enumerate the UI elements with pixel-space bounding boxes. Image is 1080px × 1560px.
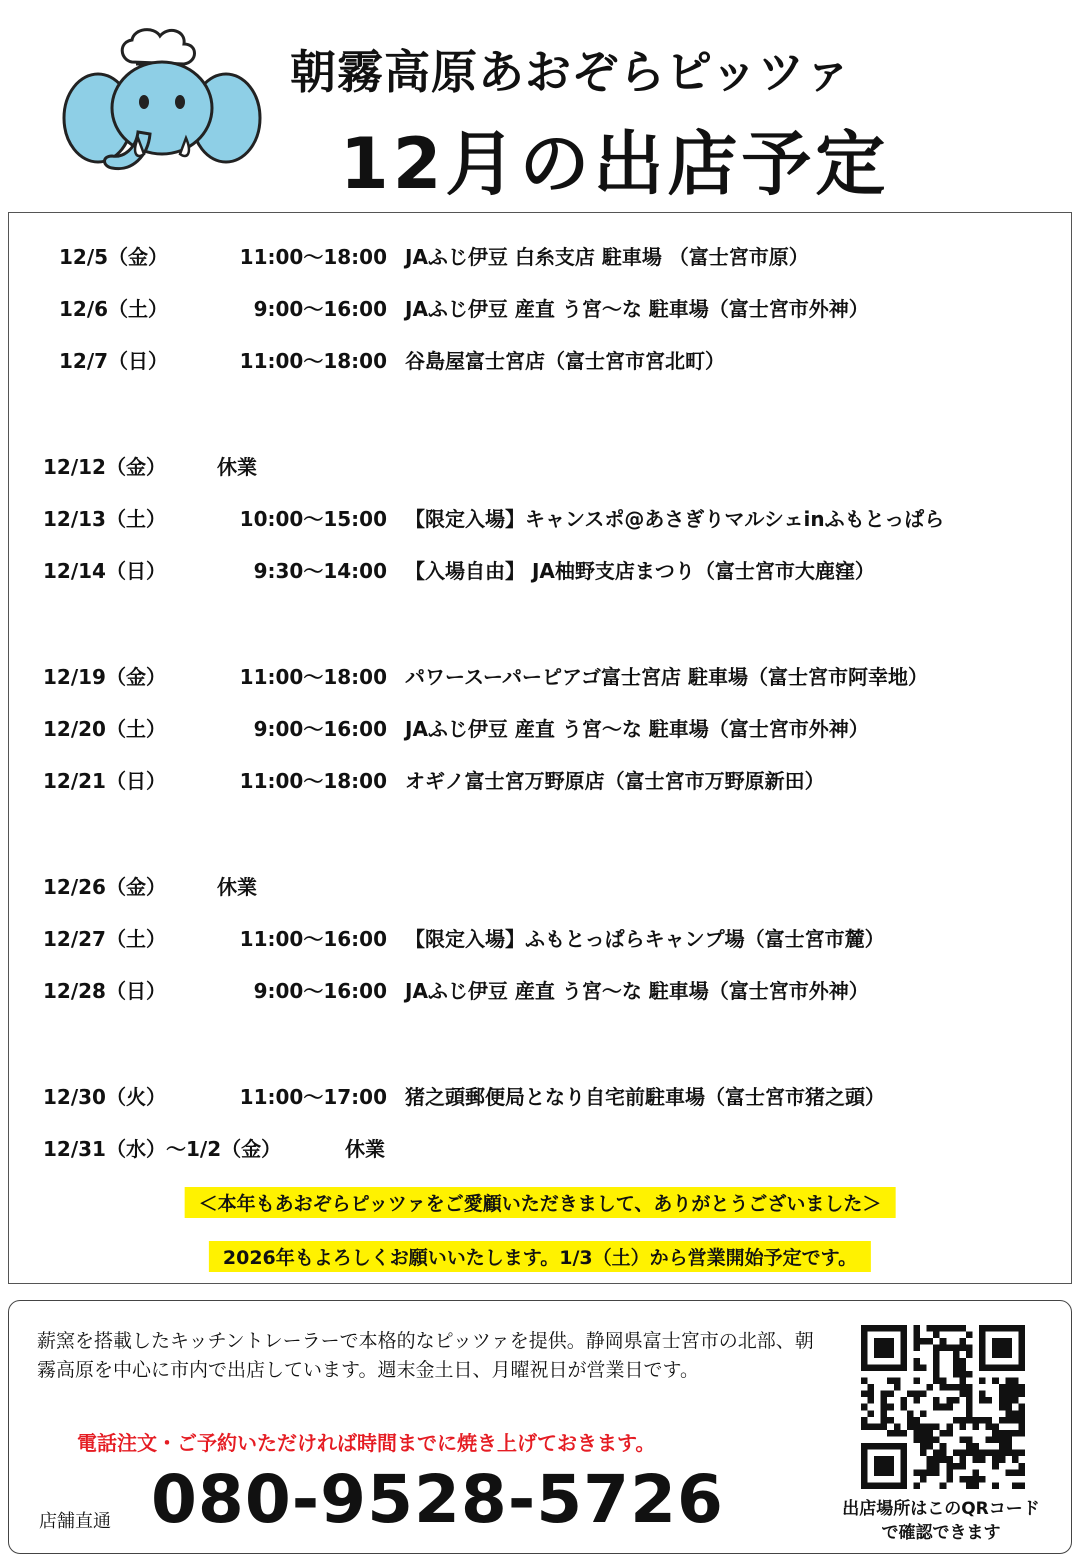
schedule-date: 12/27（土）	[43, 927, 166, 951]
schedule-time: 9:00〜16:00	[253, 297, 387, 321]
thanks-note: ＜本年もあおぞらピッツァをご愛顧いただきまして、ありがとうございました＞	[185, 1187, 896, 1218]
schedule-time: 11:00〜16:00	[239, 927, 387, 951]
qr-caption-line1: 出店場所はこのQRコード	[842, 1499, 1040, 1519]
schedule-row	[9, 923, 1069, 955]
shop-title: 朝霧高原あおぞらピッツァ	[290, 45, 852, 99]
schedule-date: 12/14（日）	[43, 559, 166, 583]
schedule-row	[9, 1133, 1069, 1165]
schedule-place: JAふじ伊豆 産直 う宮〜な 駐車場（富士宮市外神）	[405, 297, 869, 321]
elephant-chef-icon	[62, 22, 262, 192]
schedule-time: 10:00〜15:00	[239, 507, 387, 531]
new-year-note: 2026年もよろしくお願いいたします。1/3（土）から営業開始予定です。	[209, 1241, 871, 1272]
schedule-place: 休業	[217, 455, 257, 479]
schedule-row	[9, 765, 1069, 797]
schedule-place: 【入場自由】 JA柚野支店まつり（富士宮市大鹿窪）	[405, 559, 875, 583]
schedule-place: JAふじ伊豆 白糸支店 駐車場 （富士宮市原）	[405, 245, 809, 269]
schedule-place: 【限定入場】キャンスポ@あさぎりマルシェinふもとっぱら	[405, 507, 945, 531]
schedule-row	[9, 975, 1069, 1007]
schedule-place: 休業	[217, 875, 257, 899]
schedule-time: 11:00〜18:00	[239, 769, 387, 793]
order-notice: 電話注文・ご予約いただければ時間までに焼き上げておきます。	[77, 1431, 656, 1455]
schedule-date: 12/6（土）	[59, 297, 169, 321]
schedule-time: 9:00〜16:00	[253, 979, 387, 1003]
schedule-date: 12/26（金）	[43, 875, 166, 899]
schedule-place: 谷島屋富士宮店（富士宮市宮北町）	[405, 349, 725, 373]
schedule-place: パワースーパーピアゴ富士宮店 駐車場（富士宮市阿幸地）	[405, 665, 928, 689]
schedule-row	[9, 293, 1069, 325]
qr-caption	[809, 1497, 1073, 1545]
tel-label: 店舗直通	[39, 1511, 111, 1532]
schedule-place: 【限定入場】ふもとっぱらキャンプ場（富士宮市麓）	[405, 927, 885, 951]
schedule-place: JAふじ伊豆 産直 う宮〜な 駐車場（富士宮市外神）	[405, 979, 869, 1003]
schedule-box	[8, 212, 1072, 1284]
schedule-time: 9:30〜14:00	[253, 559, 387, 583]
schedule-row	[9, 345, 1069, 377]
schedule-time: 11:00〜18:00	[239, 245, 387, 269]
schedule-date: 12/20（土）	[43, 717, 166, 741]
schedule-row	[9, 503, 1069, 535]
schedule-row	[9, 1081, 1069, 1113]
schedule-date: 12/5（金）	[59, 245, 169, 269]
qr-caption-line2: で確認できます	[881, 1523, 1001, 1543]
schedule-time: 11:00〜18:00	[239, 665, 387, 689]
schedule-date: 12/21（日）	[43, 769, 166, 793]
page-title: 12月の出店予定	[340, 123, 890, 205]
schedule-row	[9, 871, 1069, 903]
qr-code-icon[interactable]	[861, 1325, 1025, 1489]
schedule-time: 9:00〜16:00	[253, 717, 387, 741]
schedule-date: 12/31（水）〜1/2（金）	[43, 1137, 282, 1161]
schedule-row	[9, 661, 1069, 693]
header	[0, 0, 1080, 210]
schedule-time: 11:00〜18:00	[239, 349, 387, 373]
schedule-date: 12/7（日）	[59, 349, 169, 373]
schedule-place: 休業	[345, 1137, 385, 1161]
schedule-row	[9, 451, 1069, 483]
schedule-date: 12/28（日）	[43, 979, 166, 1003]
schedule-place: オギノ富士宮万野原店（富士宮市万野原新田）	[405, 769, 825, 793]
phone-number[interactable]: 080-9528-5726	[151, 1461, 724, 1538]
info-box	[8, 1300, 1072, 1554]
schedule-place: 猪之頭郵便局となり自宅前駐車場（富士宮市猪之頭）	[405, 1085, 885, 1109]
schedule-date: 12/13（土）	[43, 507, 166, 531]
schedule-date: 12/12（金）	[43, 455, 166, 479]
schedule-date: 12/19（金）	[43, 665, 166, 689]
shop-description: 薪窯を搭載したキッチントレーラーで本格的なピッツァを提供。静岡県富士宮市の北部、朝霧高原を中心に市内で出店しています。週末金土日、月曜祝日が営業日です。	[37, 1330, 814, 1381]
schedule-date: 12/30（火）	[43, 1085, 166, 1109]
schedule-time: 11:00〜17:00	[239, 1085, 387, 1109]
schedule-row	[9, 241, 1069, 273]
schedule-place: JAふじ伊豆 産直 う宮〜な 駐車場（富士宮市外神）	[405, 717, 869, 741]
schedule-row	[9, 555, 1069, 587]
schedule-row	[9, 713, 1069, 745]
